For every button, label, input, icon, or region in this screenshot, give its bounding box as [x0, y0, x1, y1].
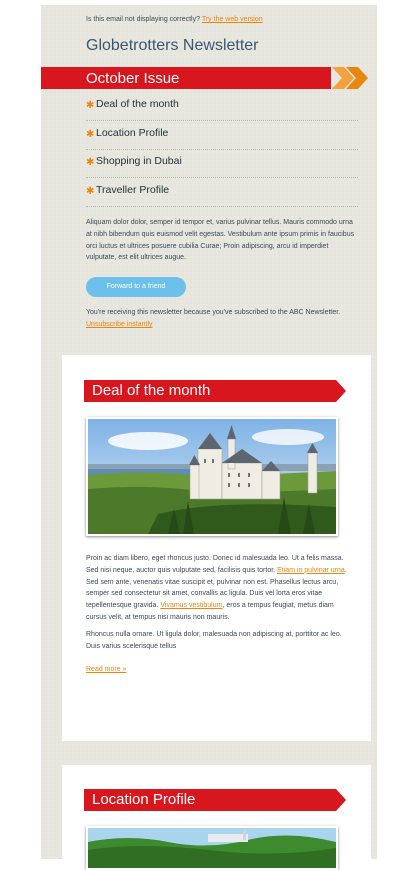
- deal-text-b: . Sed sem ante, venenatis vitae suscipit et, pulvinar non est. Phasellus lectus arcu, semper sed consectetur sit amet, convallis ac ligula. Duis vel lorta eros vitae tepellentesque gravida.: [86, 566, 347, 610]
- toc-item-traveller[interactable]: [86, 178, 358, 207]
- star-bullet-icon: ✱: [86, 129, 95, 140]
- deal-paragraph-2: Rhoncus nulla ornare. Ut ligula dolor, malesuada non adipiscing at, porttitor ac leo. Duis varius scelerisque tellus: [86, 630, 342, 650]
- forward-to-friend-button[interactable]: Forward to a friend: [86, 277, 186, 297]
- location-image: [88, 828, 336, 868]
- intro-paragraph: Aliquam dolor dolor, semper id tempor et, varius pulvinar tellus. Mauris commodo urna at nibh bibendum quis euismod velit egestas. Vestibulum ante ipsum primis in faucibus orci luctus et ultrices posuere cubilia Curae; Proin adipiscing, arcu id imperdiet vulputate, est elit ultrices augue.: [86, 219, 355, 262]
- toc-item-deal[interactable]: [86, 92, 358, 121]
- deal-body: [86, 553, 348, 676]
- web-version-link[interactable]: Try the web version: [201, 16, 263, 23]
- location-card: [62, 765, 371, 859]
- star-bullet-icon: ✱: [86, 100, 95, 111]
- notice-text: Is this email not displaying correctly?: [86, 16, 200, 23]
- deal-paragraph-1: [86, 553, 348, 624]
- deal-text-a: Proin ac diam libero, eget rhoncus justo. Donec id malesuada leo. Ut a felis massa. Sed nisi neque, auctor quis vulputate sed, facilisis quis tortor.: [86, 555, 344, 574]
- castle-photo: [86, 417, 338, 536]
- location-heading-ribbon: [84, 789, 336, 811]
- newsletter-title: Globetrotters Newsletter: [86, 37, 259, 54]
- location-photo: [86, 826, 338, 870]
- deal-heading: Deal of the month: [92, 382, 211, 399]
- issue-title: October Issue: [86, 70, 180, 87]
- web-version-notice: [86, 16, 263, 23]
- read-more-link[interactable]: Read more »: [86, 666, 127, 674]
- toc-item-label: Traveller Profile: [96, 184, 170, 196]
- deal-inline-link-2[interactable]: Vivamus vestibulum: [160, 602, 223, 610]
- location-heading: Location Profile: [92, 791, 196, 808]
- issue-banner: [41, 67, 331, 89]
- deal-text-c: , eros a tempus feugiat, metus diam cursus velit, at tempus nisi mauris non mauris.: [86, 602, 334, 621]
- star-bullet-icon: ✱: [86, 157, 95, 168]
- star-bullet-icon: ✱: [86, 186, 95, 197]
- deal-read-more-row: [86, 664, 348, 676]
- castle-image: [88, 419, 336, 534]
- deal-inline-link-1[interactable]: Etiam in pulvinar urna: [277, 566, 345, 574]
- subscription-notice: [86, 307, 362, 331]
- toc-item-label: Shopping in Dubai: [96, 155, 182, 167]
- deal-heading-ribbon: [84, 380, 336, 402]
- subscription-text: You're receiving this newsletter because you've subscribed to the ABC Newsletter.: [86, 309, 341, 316]
- toc-item-location[interactable]: [86, 121, 358, 150]
- double-chevron-icon: [330, 67, 374, 89]
- toc-item-shopping[interactable]: [86, 149, 358, 178]
- toc-item-label: Deal of the month: [96, 98, 179, 110]
- unsubscribe-link[interactable]: Unsubscribe instantly: [86, 321, 153, 328]
- toc-item-label: Location Profile: [96, 127, 169, 139]
- deal-card: [62, 355, 371, 741]
